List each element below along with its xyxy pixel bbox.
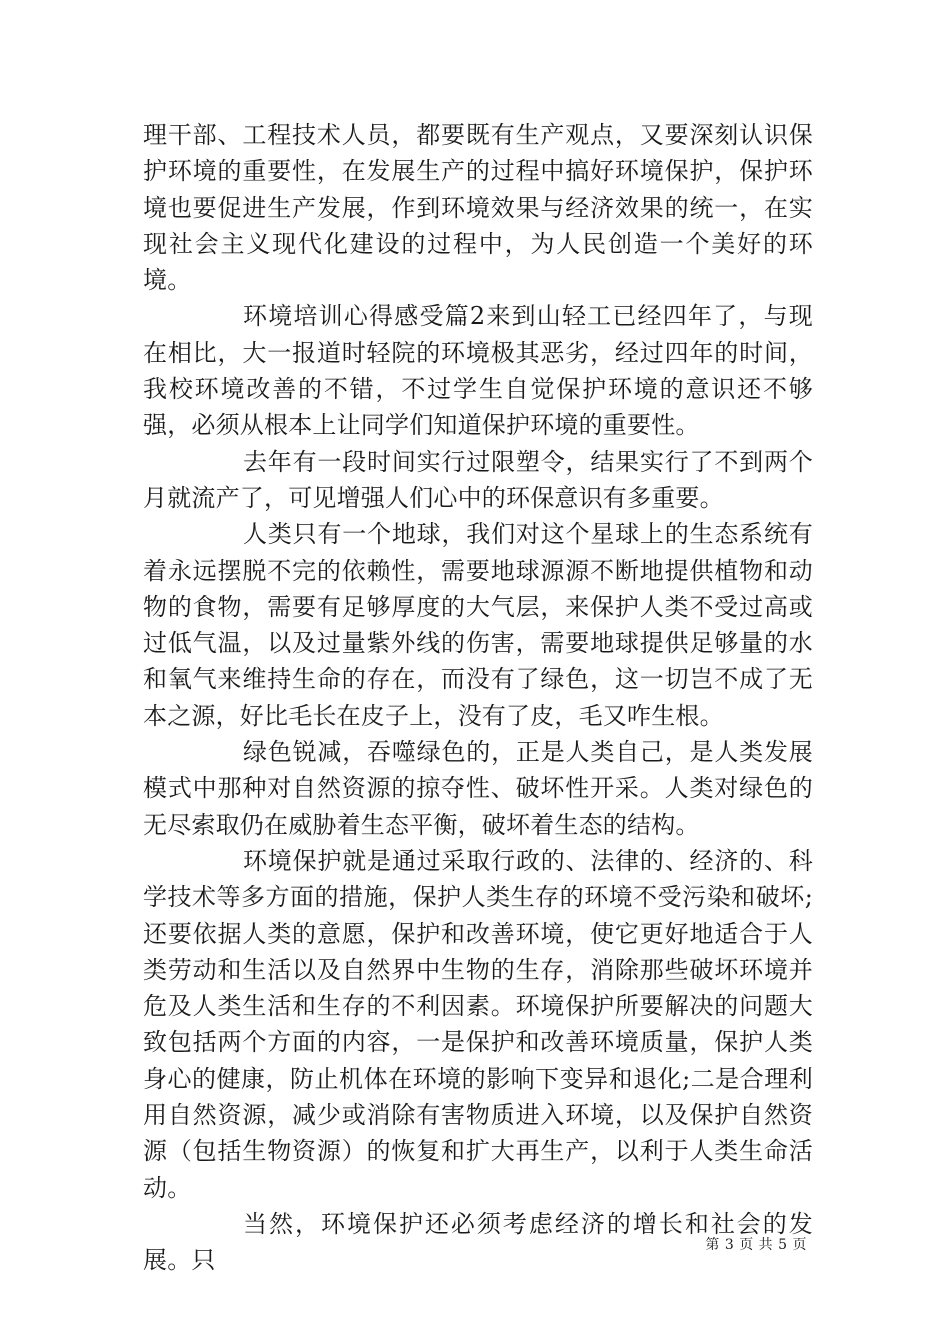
- paragraph-1: 理干部、工程技术人员，都要既有生产观点，又要深刻认识保护环境的重要性，在发展生产的过程中搞好环境保护，保护环境也要促进生产发展，作到环境效果与经济效果的统一，在实现社会主义现代化建设的过程中，为人民创造一个美好的环境。: [143, 121, 813, 295]
- paragraph-6: 环境保护就是通过采取行政的、法律的、经济的、科学技术等多方面的措施，保护人类生存的环境不受污染和破坏;还要依据人类的意愿，保护和改善环境，使它更好地适合于人类劳动和生活以及自然界中生物的生存，消除那些破坏环境并危及人类生活和生存的不利因素。环境保护所要解决的问题大致包括两个方面的内容，一是保护和改善环境质量，保护人类身心的健康，防止机体在环境的影响下变异和退化;二是合理利用自然资源，减少或消除有害物质进入环境，以及保护自然资源（包括生物资源）的恢复和扩大再生产，以利于人类生命活动。: [143, 846, 813, 1202]
- paragraph-5: 绿色锐减，吞噬绿色的，正是人类自己，是人类发展模式中那种对自然资源的掠夺性、破坏性开采。人类对绿色的无尽索取仍在威胁着生态平衡，破坏着生态的结构。: [143, 738, 813, 839]
- paragraph-7: 当然，环境保护还必须考虑经济的增长和社会的发展。只: [143, 1209, 813, 1275]
- page-number: 第 3 页 共 5 页: [705, 1237, 807, 1253]
- document-body: [143, 117, 813, 1279]
- paragraph-3: 去年有一段时间实行过限塑令，结果实行了不到两个月就流产了，可见增强人们心中的环保意识有多重要。: [143, 447, 813, 512]
- paragraph-4: 人类只有一个地球，我们对这个星球上的生态系统有着永远摆脱不完的依赖性，需要地球源源不断地提供植物和动物的食物，需要有足够厚度的大气层，来保护人类不受过高或过低气温，以及过量紫外线的伤害，需要地球提供足够量的水和氧气来维持生命的存在，而没有了绿色，这一切岂不成了无本之源，好比毛长在皮子上，没有了皮，毛又咋生根。: [143, 520, 813, 730]
- paragraph-2: 环境培训心得感受篇2来到山轻工已经四年了，与现在相比，大一报道时轻院的环境极其恶劣，经过四年的时间，我校环境改善的不错，不过学生自觉保护环境的意识还不够强，必须从根本上让同学们知道保护环境的重要性。: [143, 302, 813, 440]
